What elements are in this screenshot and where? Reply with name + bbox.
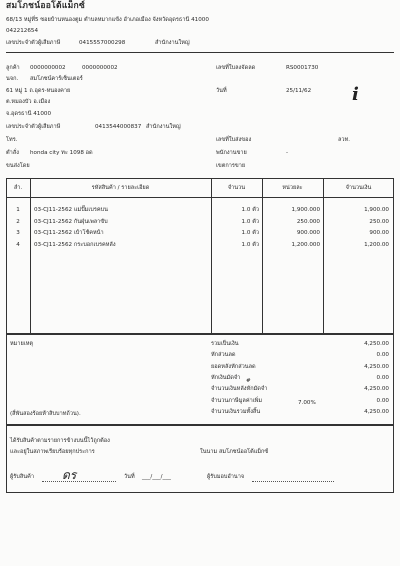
row-description: 03-CJ11-2562 กันฝุ่นเพลาขับ [34,218,108,225]
doc-number-label: เลขที่ใบลงจัดลด [216,65,256,71]
col-divider-2 [211,178,212,334]
receiver-label: ผู้รับสินค้า [10,474,34,480]
company-address: 68/13 หมู่ที่5 ซอยบ้านหนองตูม ตำบลหมากแข้ง อำเภอเมือง จังหวัดอุดรธานี 41000 [6,17,209,23]
doc-sales-label: พนักงานขาย [216,150,247,156]
customer-order-label: ตำสั่ง [6,150,19,156]
row-amount: 250.00 [369,218,389,225]
receive-date-label: วันที่ [124,474,135,480]
customer-address-1: 61 หมู่ 1 ถ.อุดร-หนองคาย [6,88,71,94]
row-quantity: 1.0 ตัว [241,230,259,236]
summary-value: 0.00 [376,352,389,359]
header-unit-price: หน่วยละ [282,185,303,191]
summary-value: 4,250.00 [364,408,389,415]
footer-received-line-1: ได้รับสินค้าตามรายการข้างบนนี้ไว้ถูกต้อง [10,438,110,444]
header-no: ลำ. [13,185,23,191]
row-amount: 1,200.00 [364,241,389,248]
items-table-header-rule [6,197,394,198]
summary-value: 0.00 [376,397,389,404]
doc-area-label: เขตการขาย [216,163,246,169]
header-amount: จำนวนเงิน [345,185,372,191]
doc-credit-label: ลวท. [338,137,351,143]
col-divider-4 [323,178,324,334]
company-branch: สำนักงานใหญ่ [155,40,190,46]
customer-tax-id: 0413544000837 [95,124,142,130]
items-table [6,178,394,334]
remarks-label: หมายเหตุ [10,341,34,347]
col-divider-3 [262,178,263,334]
summary-label: ยอดหลังหักส่วนลด [211,363,256,370]
customer-branch: สำนักงานใหญ่ [146,124,181,130]
deposit-hash: # [246,378,251,384]
customer-address-2: ต.หมองบัว อ.เมือง [6,99,51,105]
summary-label: จำนวนภาษีมูลค่าเพิ่ม [211,397,263,404]
row-quantity: 1.0 ตัว [241,241,259,248]
header-quantity: จำนวน [227,185,246,191]
company-tax-id: 0415557000298 [79,40,126,46]
row-unit-price: 1,900.000 [291,207,320,213]
row-amount: 1,900.00 [364,207,389,213]
amount-in-words: (สี่พันสองร้อยห้าสิบบาทถ้วน). [10,411,81,417]
customer-tax-label: เลขประจำตัวผู้เสียภาษี [6,124,61,130]
customer-name: สมโภชน์คาร์เซ็นเตอร์ [30,76,83,82]
row-unit-price: 250.000 [296,218,320,225]
summary-label: จำนวนเงินรวมทั้งสิ้น [211,408,261,415]
row-no: 3 [16,230,20,236]
company-name: สมโภชน์ออโต้แม็กซ์ [6,1,86,11]
vat-rate: 7.00% [298,400,316,406]
row-amount: 900.00 [369,230,389,236]
customer-address-3: จ.อุดรธานี 41000 [6,111,52,117]
row-no: 1 [16,207,20,213]
row-quantity: 1.0 ตัว [241,207,259,213]
receiver-signature: ดร [62,468,77,482]
row-unit-price: 900.000 [296,230,320,236]
row-description: 03-CJ11-2562 กระบอกเบรคหลัง [34,241,116,248]
customer-code-1: 0000000002 [30,65,66,71]
row-no: 4 [16,241,20,248]
receiver-signature-line [42,481,116,482]
summary-label: จำนวนเงินหลังหักมัดจำ [211,386,268,393]
header-divider [6,52,394,53]
doc-sales-value: - [286,150,289,156]
customer-name-label: นจก. [6,76,19,82]
doc-ref-label: เลขที่ใบส่งของ [216,137,252,143]
summary-label: หักเงินมัดจำ [211,374,241,381]
col-divider-1 [30,178,31,334]
handwritten-margin-mark: i [352,84,359,105]
customer-code-2: 0000000002 [82,65,118,71]
header-description: รหัสสินค้า / รายละเอียด [91,185,150,191]
row-no: 2 [16,218,20,225]
customer-ship-label: ขนส่งโดย [6,163,30,169]
customer-phone-label: โทร. [6,137,18,143]
company-tax-label: เลขประจำตัวผู้เสียภาษี [6,40,61,46]
row-quantity: 1.0 ตัว [241,218,259,225]
row-description: 03-CJ11-2562 เบ้าโช้คหน้า [34,230,104,236]
receive-date-blank: ___/___/___ [142,474,171,480]
doc-number: RS0001730 [286,65,319,71]
doc-date-label: วันที่ [216,88,227,94]
summary-label: รวมเป็นเงิน [211,341,239,347]
company-phone: 042212654 [6,28,39,34]
customer-order-value: honda city ทะ 1098 อด [30,150,93,156]
footer-on-behalf: ในนาม สมโภชน์ออโต้แม็กซ์ [200,449,269,455]
doc-date: 25/11/62 [286,88,312,94]
summary-label: หักส่วนลด [211,352,236,359]
authorized-label: ผู้รับมอบอำนาจ [207,474,245,480]
row-description: 03-CJ11-2562 แม่ปั๊มเบรคบน [34,207,108,213]
row-unit-price: 1,200.000 [291,241,320,248]
summary-value: 4,250.00 [364,341,389,347]
summary-value: 4,250.00 [364,363,389,370]
customer-code-label: ลูกค้า [6,65,20,71]
summary-value: 0.00 [376,374,389,381]
summary-value: 4,250.00 [364,386,389,393]
footer-received-line-2: และอยู่ในสภาพเรียบร้อยทุกประการ [10,449,95,455]
authorized-signature-line [252,481,334,482]
